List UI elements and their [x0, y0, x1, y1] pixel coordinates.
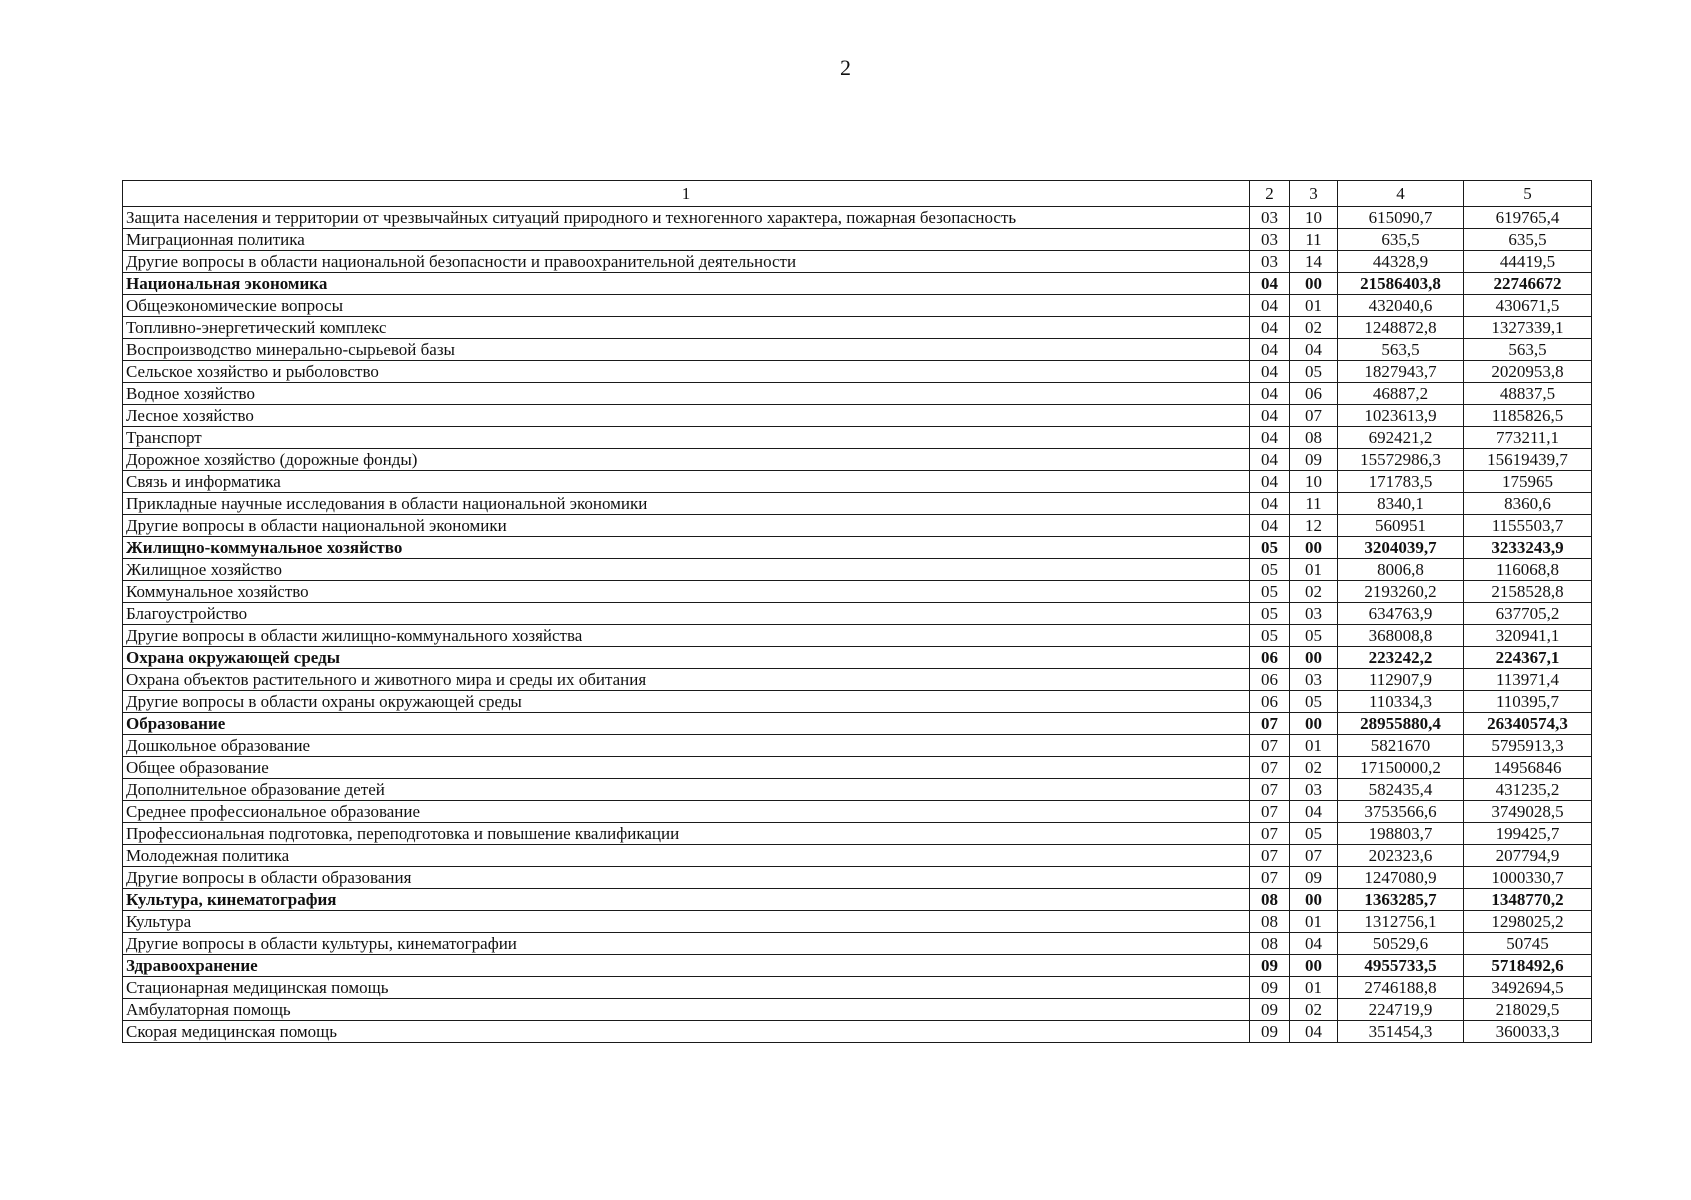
table-row	[123, 845, 1592, 867]
row-name: Миграционная политика	[123, 229, 1250, 251]
row-value-col-5: 431235,2	[1464, 779, 1592, 801]
row-name: Защита населения и территории от чрезвычайных ситуаций природного и техногенного характера, пожарная безопасность	[123, 207, 1250, 229]
row-subsection-code: 01	[1290, 295, 1338, 317]
table-section-row	[123, 647, 1592, 669]
row-value-col-4: 560951	[1338, 515, 1464, 537]
row-value-col-5: 14956846	[1464, 757, 1592, 779]
row-name: Другие вопросы в области охраны окружающей среды	[123, 691, 1250, 713]
row-value-col-4: 171783,5	[1338, 471, 1464, 493]
table-section-row	[123, 713, 1592, 735]
table-section-row	[123, 537, 1592, 559]
table-row	[123, 735, 1592, 757]
row-name: Другие вопросы в области образования	[123, 867, 1250, 889]
row-subsection-code: 05	[1290, 823, 1338, 845]
table-row	[123, 757, 1592, 779]
row-subsection-code: 04	[1290, 1021, 1338, 1043]
row-name: Другие вопросы в области национальной экономики	[123, 515, 1250, 537]
row-value-col-4: 28955880,4	[1338, 713, 1464, 735]
table-row	[123, 251, 1592, 273]
row-section-code: 09	[1250, 999, 1290, 1021]
row-section-code: 07	[1250, 801, 1290, 823]
row-section-code: 04	[1250, 427, 1290, 449]
row-section-code: 08	[1250, 933, 1290, 955]
row-value-col-5: 113971,4	[1464, 669, 1592, 691]
row-section-code: 05	[1250, 537, 1290, 559]
row-name: Водное хозяйство	[123, 383, 1250, 405]
row-name: Связь и информатика	[123, 471, 1250, 493]
table-row	[123, 207, 1592, 229]
row-section-code: 04	[1250, 383, 1290, 405]
row-section-code: 04	[1250, 449, 1290, 471]
row-value-col-4: 110334,3	[1338, 691, 1464, 713]
row-name: Культура	[123, 911, 1250, 933]
table-row	[123, 933, 1592, 955]
row-section-code: 07	[1250, 757, 1290, 779]
row-value-col-4: 202323,6	[1338, 845, 1464, 867]
row-subsection-code: 00	[1290, 647, 1338, 669]
row-value-col-5: 563,5	[1464, 339, 1592, 361]
row-value-col-4: 582435,4	[1338, 779, 1464, 801]
table-row	[123, 669, 1592, 691]
table-row	[123, 295, 1592, 317]
row-subsection-code: 02	[1290, 757, 1338, 779]
row-subsection-code: 02	[1290, 999, 1338, 1021]
row-section-code: 07	[1250, 735, 1290, 757]
row-name: Общее образование	[123, 757, 1250, 779]
row-section-code: 06	[1250, 647, 1290, 669]
row-name: Другие вопросы в области жилищно-коммунального хозяйства	[123, 625, 1250, 647]
row-subsection-code: 09	[1290, 867, 1338, 889]
table-section-row	[123, 955, 1592, 977]
row-section-code: 07	[1250, 779, 1290, 801]
row-value-col-4: 8340,1	[1338, 493, 1464, 515]
table-row	[123, 383, 1592, 405]
row-value-col-4: 3204039,7	[1338, 537, 1464, 559]
row-subsection-code: 00	[1290, 955, 1338, 977]
row-name: Лесное хозяйство	[123, 405, 1250, 427]
row-subsection-code: 14	[1290, 251, 1338, 273]
row-value-col-5: 110395,7	[1464, 691, 1592, 713]
row-value-col-5: 44419,5	[1464, 251, 1592, 273]
row-value-col-4: 15572986,3	[1338, 449, 1464, 471]
row-section-code: 09	[1250, 1021, 1290, 1043]
table-row	[123, 1021, 1592, 1043]
row-name: Национальная экономика	[123, 273, 1250, 295]
row-section-code: 08	[1250, 911, 1290, 933]
row-name: Другие вопросы в области культуры, кинематографии	[123, 933, 1250, 955]
table-row	[123, 801, 1592, 823]
row-value-col-5: 5795913,3	[1464, 735, 1592, 757]
row-subsection-code: 01	[1290, 911, 1338, 933]
row-value-col-5: 218029,5	[1464, 999, 1592, 1021]
row-subsection-code: 00	[1290, 537, 1338, 559]
row-value-col-5: 3492694,5	[1464, 977, 1592, 999]
row-subsection-code: 09	[1290, 449, 1338, 471]
table-row	[123, 779, 1592, 801]
row-value-col-5: 5718492,6	[1464, 955, 1592, 977]
row-value-col-4: 223242,2	[1338, 647, 1464, 669]
header-col-4: 4	[1338, 181, 1464, 207]
row-value-col-5: 1185826,5	[1464, 405, 1592, 427]
row-value-col-5: 224367,1	[1464, 647, 1592, 669]
row-subsection-code: 12	[1290, 515, 1338, 537]
row-name: Транспорт	[123, 427, 1250, 449]
row-value-col-5: 1298025,2	[1464, 911, 1592, 933]
table-row	[123, 691, 1592, 713]
row-value-col-4: 368008,8	[1338, 625, 1464, 647]
row-section-code: 05	[1250, 625, 1290, 647]
row-name: Жилищно-коммунальное хозяйство	[123, 537, 1250, 559]
row-section-code: 07	[1250, 823, 1290, 845]
row-value-col-4: 1312756,1	[1338, 911, 1464, 933]
row-name: Здравоохранение	[123, 955, 1250, 977]
table-row	[123, 427, 1592, 449]
row-name: Жилищное хозяйство	[123, 559, 1250, 581]
table-row	[123, 515, 1592, 537]
row-value-col-4: 432040,6	[1338, 295, 1464, 317]
row-value-col-5: 635,5	[1464, 229, 1592, 251]
row-name: Среднее профессиональное образование	[123, 801, 1250, 823]
row-subsection-code: 04	[1290, 933, 1338, 955]
row-value-col-4: 1247080,9	[1338, 867, 1464, 889]
row-subsection-code: 02	[1290, 317, 1338, 339]
row-subsection-code: 03	[1290, 669, 1338, 691]
row-name: Дорожное хозяйство (дорожные фонды)	[123, 449, 1250, 471]
row-subsection-code: 04	[1290, 801, 1338, 823]
row-value-col-5: 15619439,7	[1464, 449, 1592, 471]
row-section-code: 04	[1250, 515, 1290, 537]
row-section-code: 04	[1250, 317, 1290, 339]
row-value-col-5: 207794,9	[1464, 845, 1592, 867]
row-section-code: 03	[1250, 207, 1290, 229]
table-row	[123, 581, 1592, 603]
row-name: Прикладные научные исследования в области национальной экономики	[123, 493, 1250, 515]
row-value-col-4: 44328,9	[1338, 251, 1464, 273]
row-value-col-4: 112907,9	[1338, 669, 1464, 691]
row-section-code: 04	[1250, 339, 1290, 361]
table-body	[123, 207, 1592, 1043]
row-value-col-4: 17150000,2	[1338, 757, 1464, 779]
row-value-col-5: 637705,2	[1464, 603, 1592, 625]
row-name: Дошкольное образование	[123, 735, 1250, 757]
row-name: Стационарная медицинская помощь	[123, 977, 1250, 999]
row-name: Профессиональная подготовка, переподготовка и повышение квалификации	[123, 823, 1250, 845]
row-value-col-5: 1000330,7	[1464, 867, 1592, 889]
row-subsection-code: 01	[1290, 735, 1338, 757]
row-value-col-5: 3233243,9	[1464, 537, 1592, 559]
row-subsection-code: 00	[1290, 889, 1338, 911]
row-value-col-4: 1827943,7	[1338, 361, 1464, 383]
row-value-col-4: 635,5	[1338, 229, 1464, 251]
row-section-code: 05	[1250, 559, 1290, 581]
row-value-col-4: 8006,8	[1338, 559, 1464, 581]
table-row	[123, 405, 1592, 427]
row-name: Благоустройство	[123, 603, 1250, 625]
row-section-code: 07	[1250, 867, 1290, 889]
table-row	[123, 603, 1592, 625]
row-value-col-5: 1155503,7	[1464, 515, 1592, 537]
header-col-1: 1	[123, 181, 1250, 207]
table-row	[123, 559, 1592, 581]
row-subsection-code: 00	[1290, 713, 1338, 735]
row-subsection-code: 06	[1290, 383, 1338, 405]
row-value-col-4: 4955733,5	[1338, 955, 1464, 977]
table-row	[123, 229, 1592, 251]
row-section-code: 06	[1250, 669, 1290, 691]
row-subsection-code: 11	[1290, 493, 1338, 515]
row-value-col-4: 50529,6	[1338, 933, 1464, 955]
row-subsection-code: 03	[1290, 603, 1338, 625]
row-name: Воспроизводство минерально-сырьевой базы	[123, 339, 1250, 361]
table-row	[123, 867, 1592, 889]
row-value-col-5: 360033,3	[1464, 1021, 1592, 1043]
row-section-code: 09	[1250, 955, 1290, 977]
row-value-col-4: 21586403,8	[1338, 273, 1464, 295]
row-subsection-code: 03	[1290, 779, 1338, 801]
row-value-col-5: 320941,1	[1464, 625, 1592, 647]
table-row	[123, 999, 1592, 1021]
row-value-col-4: 563,5	[1338, 339, 1464, 361]
row-subsection-code: 07	[1290, 845, 1338, 867]
row-value-col-4: 3753566,6	[1338, 801, 1464, 823]
row-subsection-code: 07	[1290, 405, 1338, 427]
row-section-code: 08	[1250, 889, 1290, 911]
row-section-code: 05	[1250, 603, 1290, 625]
row-value-col-5: 175965	[1464, 471, 1592, 493]
header-col-2: 2	[1250, 181, 1290, 207]
row-value-col-5: 8360,6	[1464, 493, 1592, 515]
row-name: Общеэкономические вопросы	[123, 295, 1250, 317]
row-value-col-4: 692421,2	[1338, 427, 1464, 449]
row-value-col-4: 1363285,7	[1338, 889, 1464, 911]
row-subsection-code: 01	[1290, 977, 1338, 999]
row-name: Дополнительное образование детей	[123, 779, 1250, 801]
table-row	[123, 911, 1592, 933]
row-value-col-4: 2746188,8	[1338, 977, 1464, 999]
table-row	[123, 471, 1592, 493]
row-name: Коммунальное хозяйство	[123, 581, 1250, 603]
row-section-code: 07	[1250, 713, 1290, 735]
table-row	[123, 339, 1592, 361]
row-section-code: 07	[1250, 845, 1290, 867]
row-section-code: 03	[1250, 251, 1290, 273]
row-value-col-5: 3749028,5	[1464, 801, 1592, 823]
row-value-col-5: 1348770,2	[1464, 889, 1592, 911]
row-section-code: 04	[1250, 295, 1290, 317]
row-section-code: 04	[1250, 493, 1290, 515]
row-section-code: 09	[1250, 977, 1290, 999]
row-value-col-5: 199425,7	[1464, 823, 1592, 845]
row-value-col-4: 224719,9	[1338, 999, 1464, 1021]
row-value-col-4: 2193260,2	[1338, 581, 1464, 603]
row-value-col-5: 26340574,3	[1464, 713, 1592, 735]
table-row	[123, 625, 1592, 647]
row-section-code: 04	[1250, 471, 1290, 493]
row-value-col-5: 2020953,8	[1464, 361, 1592, 383]
row-value-col-4: 351454,3	[1338, 1021, 1464, 1043]
row-subsection-code: 05	[1290, 361, 1338, 383]
row-value-col-4: 198803,7	[1338, 823, 1464, 845]
row-value-col-4: 634763,9	[1338, 603, 1464, 625]
table-row	[123, 977, 1592, 999]
table-section-row	[123, 273, 1592, 295]
table-section-row	[123, 889, 1592, 911]
row-subsection-code: 10	[1290, 207, 1338, 229]
header-col-5: 5	[1464, 181, 1592, 207]
row-section-code: 06	[1250, 691, 1290, 713]
table-header-row	[123, 181, 1592, 207]
row-name: Скорая медицинская помощь	[123, 1021, 1250, 1043]
row-value-col-5: 773211,1	[1464, 427, 1592, 449]
row-name: Охрана объектов растительного и животного мира и среды их обитания	[123, 669, 1250, 691]
row-name: Топливно-энергетический комплекс	[123, 317, 1250, 339]
row-value-col-4: 1248872,8	[1338, 317, 1464, 339]
row-section-code: 04	[1250, 361, 1290, 383]
table-row	[123, 449, 1592, 471]
row-subsection-code: 01	[1290, 559, 1338, 581]
row-subsection-code: 05	[1290, 625, 1338, 647]
row-name: Охрана окружающей среды	[123, 647, 1250, 669]
table-row	[123, 493, 1592, 515]
row-subsection-code: 05	[1290, 691, 1338, 713]
row-value-col-4: 615090,7	[1338, 207, 1464, 229]
row-name: Амбулаторная помощь	[123, 999, 1250, 1021]
row-value-col-5: 50745	[1464, 933, 1592, 955]
row-section-code: 04	[1250, 273, 1290, 295]
row-value-col-5: 1327339,1	[1464, 317, 1592, 339]
row-value-col-4: 5821670	[1338, 735, 1464, 757]
header-col-3: 3	[1290, 181, 1338, 207]
row-name: Другие вопросы в области национальной безопасности и правоохранительной деятельности	[123, 251, 1250, 273]
row-value-col-5: 22746672	[1464, 273, 1592, 295]
page-number: 2	[840, 55, 851, 80]
row-name: Молодежная политика	[123, 845, 1250, 867]
table-row	[123, 823, 1592, 845]
row-section-code: 03	[1250, 229, 1290, 251]
row-section-code: 05	[1250, 581, 1290, 603]
row-subsection-code: 04	[1290, 339, 1338, 361]
row-subsection-code: 11	[1290, 229, 1338, 251]
row-value-col-4: 1023613,9	[1338, 405, 1464, 427]
row-value-col-5: 430671,5	[1464, 295, 1592, 317]
row-name: Культура, кинематография	[123, 889, 1250, 911]
row-subsection-code: 02	[1290, 581, 1338, 603]
row-value-col-4: 46887,2	[1338, 383, 1464, 405]
row-subsection-code: 10	[1290, 471, 1338, 493]
row-value-col-5: 619765,4	[1464, 207, 1592, 229]
row-value-col-5: 48837,5	[1464, 383, 1592, 405]
table-row	[123, 361, 1592, 383]
budget-table	[122, 180, 1592, 1043]
row-value-col-5: 2158528,8	[1464, 581, 1592, 603]
row-subsection-code: 00	[1290, 273, 1338, 295]
row-name: Образование	[123, 713, 1250, 735]
row-subsection-code: 08	[1290, 427, 1338, 449]
row-section-code: 04	[1250, 405, 1290, 427]
table-row	[123, 317, 1592, 339]
row-value-col-5: 116068,8	[1464, 559, 1592, 581]
row-name: Сельское хозяйство и рыболовство	[123, 361, 1250, 383]
